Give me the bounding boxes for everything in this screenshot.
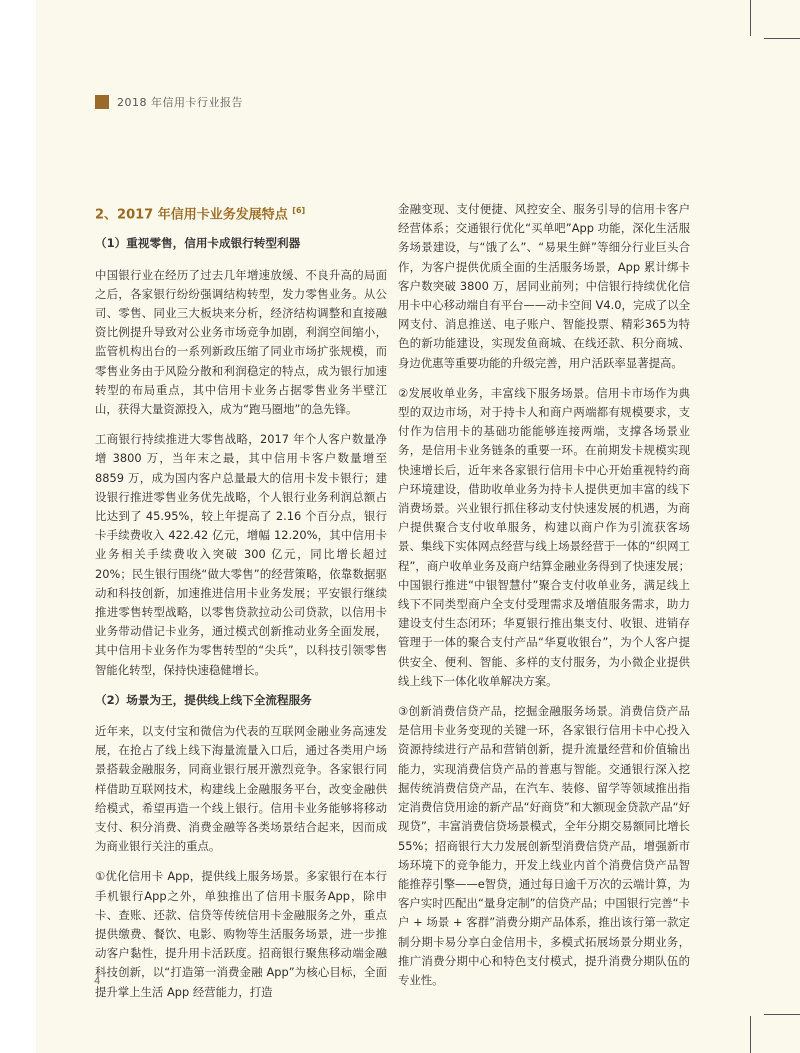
header-marker-icon	[95, 95, 109, 109]
left-column	[95, 200, 387, 1013]
paragraph: ②发展收单业务，丰富线下服务场景。信用卡市场作为典型的双边市场，对于持卡人和商户两端都有规模要求，支付作为信用卡的基础功能能够连接两端，支撑各场景业务，是信用卡业务链条的重要一环。在前期发卡规模实现快速增长后，近年来各家银行信用卡中心开始重视特约商户环境建设，借助收单业务为持卡人提供更加丰富的线下消费场景。兴业银行抓住移动支付快速发展的机遇，为商户提供聚合支付收单服务，构建以商户作为引流获客场景、集线下实体网点经营与线上场景经营于一体的“织网工程”，商户收单业务及商户结算金融业务得到了快速发展；中国银行推进“中银智慧付”聚合支付收单业务，满足线上线下不同类型商户全支付受理需求及增值服务需求，助力建设支付生态闭环；华夏银行推出集支付、收银、进销存管理于一体的聚合支付产品“华夏收银台”，为个人客户提供安全、便利、智能、多样的支付服务，为小微企业提供线上线下一体化收单解决方案。	[398, 385, 690, 688]
crop-mark-bottom-right-horizontal	[764, 1014, 800, 1015]
section-title-text: 2、2017 年信用卡业务发展特点	[95, 207, 288, 223]
crop-mark-top-right-vertical	[750, 0, 751, 36]
paragraph: 工商银行持续推进大零售战略，2017 年个人客户数量净增 3800 万，当年末之最，其中信用卡客户数量增至 8859 万，成为国内客户总量最大的信用卡发卡银行；建设银行推进零售业务优先战略，个人银行业务利润总额占比达到了 45.95%，较上年提高了 2.16 个百分点，银行卡手续费收入 422.42 亿元，增幅 12.20%，其中信用卡业务相关手续费收入突破 300 亿元，同比增长超过 20%；民生银行围绕“做大零售”的经营策略，依靠数据驱动和科技创新，加速推进信用卡业务发展；平安银行继续推进零售转型战略，以零售贷款拉动公司贷款，以信用卡业务带动借记卡业务，通过模式创新推动业务全面发展，其中信用卡业务作为零售转型的“尖兵”，以科技引领零售智能化转型，保持快速稳健增长。	[95, 432, 387, 677]
paragraph: 金融变现、支付便捷、风控安全、服务引导的信用卡客户经营体系；交通银行优化“买单吧”App 功能，深化生活服务场景建设，与“饿了么”、“易果生鲜”等细分行业巨头合作，为客户提供优质全面的生活服务场景，App 累计绑卡客户数突破 3800 万，居同业前列；中信银行持续优化信用卡中心移动端自有平台——动卡空间 V4.0，完成了以全网支付、消息推送、电子账户、智能投票、精彩365为特色的新功能建设，实现发鱼商城、在线还款、积分商城、身边优惠等重要功能的升级完善，用户活跃率显著提高。	[398, 202, 690, 370]
crop-mark-bottom-right-vertical	[750, 1016, 751, 1053]
paragraph: ①优化信用卡 App，提供线上服务场景。多家银行在本行手机银行App之外，单独推出了信用卡服务App，除申卡、查账、还款、信贷等传统信用卡金融服务之外，重点提供缴费、餐饮、电影、购物等生活服务场景，进一步推动客户黏性，提升用卡活跃度。招商银行聚焦移动端金融科技创新，以“打造第一消费金融 App”为核心目标，全面提升掌上生活 App 经营能力，打造	[95, 869, 387, 999]
running-header	[95, 94, 243, 110]
subsection-title-1: （1）重视零售，信用卡成银行转型利器	[95, 236, 301, 251]
section-reference: [6]	[292, 206, 306, 215]
paragraph: 中国银行业在经历了过去几年增速放缓、不良升高的局面之后，各家银行纷纷强调结构转型，发力零售业务。从公司、零售、同业三大板块来分析，经济结构调整和直接融资比例提升导致对公业务市场竞争加剧，利润空间缩小，监管机构出台的一系列新政压缩了同业市场扩张规模，而零售业务由于风险分散和利润稳定的特点，成为银行加速转型的布局重点，其中信用卡业务占据零售业务半壁江山，获得大量资源投入，成为“跑马圈地”的急先锋。	[95, 267, 387, 416]
paragraph: ③创新消费信贷产品，挖掘金融服务场景。消费信贷产品是信用卡业务变现的关键一环，各家银行信用卡中心投入资源持续进行产品和营销创新，提升流量经营和价值输出能力，实现消费信贷产品的普惠与智能。交通银行深入挖掘传统消费信贷产品，在汽车、装修、留学等领域推出指定消费信贷用途的新产品“好商贷”和大额现金贷款产品“好现贷”，丰富消费信贷场景模式，全年分期交易额同比增长 55%；招商银行大力发展创新型消费信贷产品，增强新市场环境下的竞争能力，开发上线业内首个消费信贷产品智能推荐引擎——e智贷，通过每日逾千万次的云端计算，为客户实时匹配出“量身定制”的信贷产品；中国银行完善“卡户 + 场景 + 客群”消费分期产品体系，推出该行第一款定制分期卡易分享白金信用卡，多模式拓展场景分期业务，推广消费分期中心和特色支付模式，提升消费分期队伍的专业性。	[398, 704, 690, 987]
section-title	[95, 200, 387, 226]
page-number: 4	[94, 976, 101, 987]
subsection-title-2: （2）场景为王，提供线上线下全流程服务	[95, 692, 312, 707]
right-column	[398, 200, 690, 1001]
paragraph: 近年来，以支付宝和微信为代表的互联网金融业务高速发展，在抢占了线上线下海量流量入口后，通过各类用户场景搭载金融服务，同商业银行展开激烈竞争。各家银行同样借助互联网技术，构建线上金融服务平台，改变金融供给模式，希望再造一个线上银行。信用卡业务能够将移动支付、积分消费、消费金融等各类场景结合起来，因而成为商业银行关注的重点。	[95, 724, 387, 854]
crop-mark-top-right-horizontal	[764, 38, 800, 39]
header-title: 2018 年信用卡行业报告	[117, 96, 243, 109]
